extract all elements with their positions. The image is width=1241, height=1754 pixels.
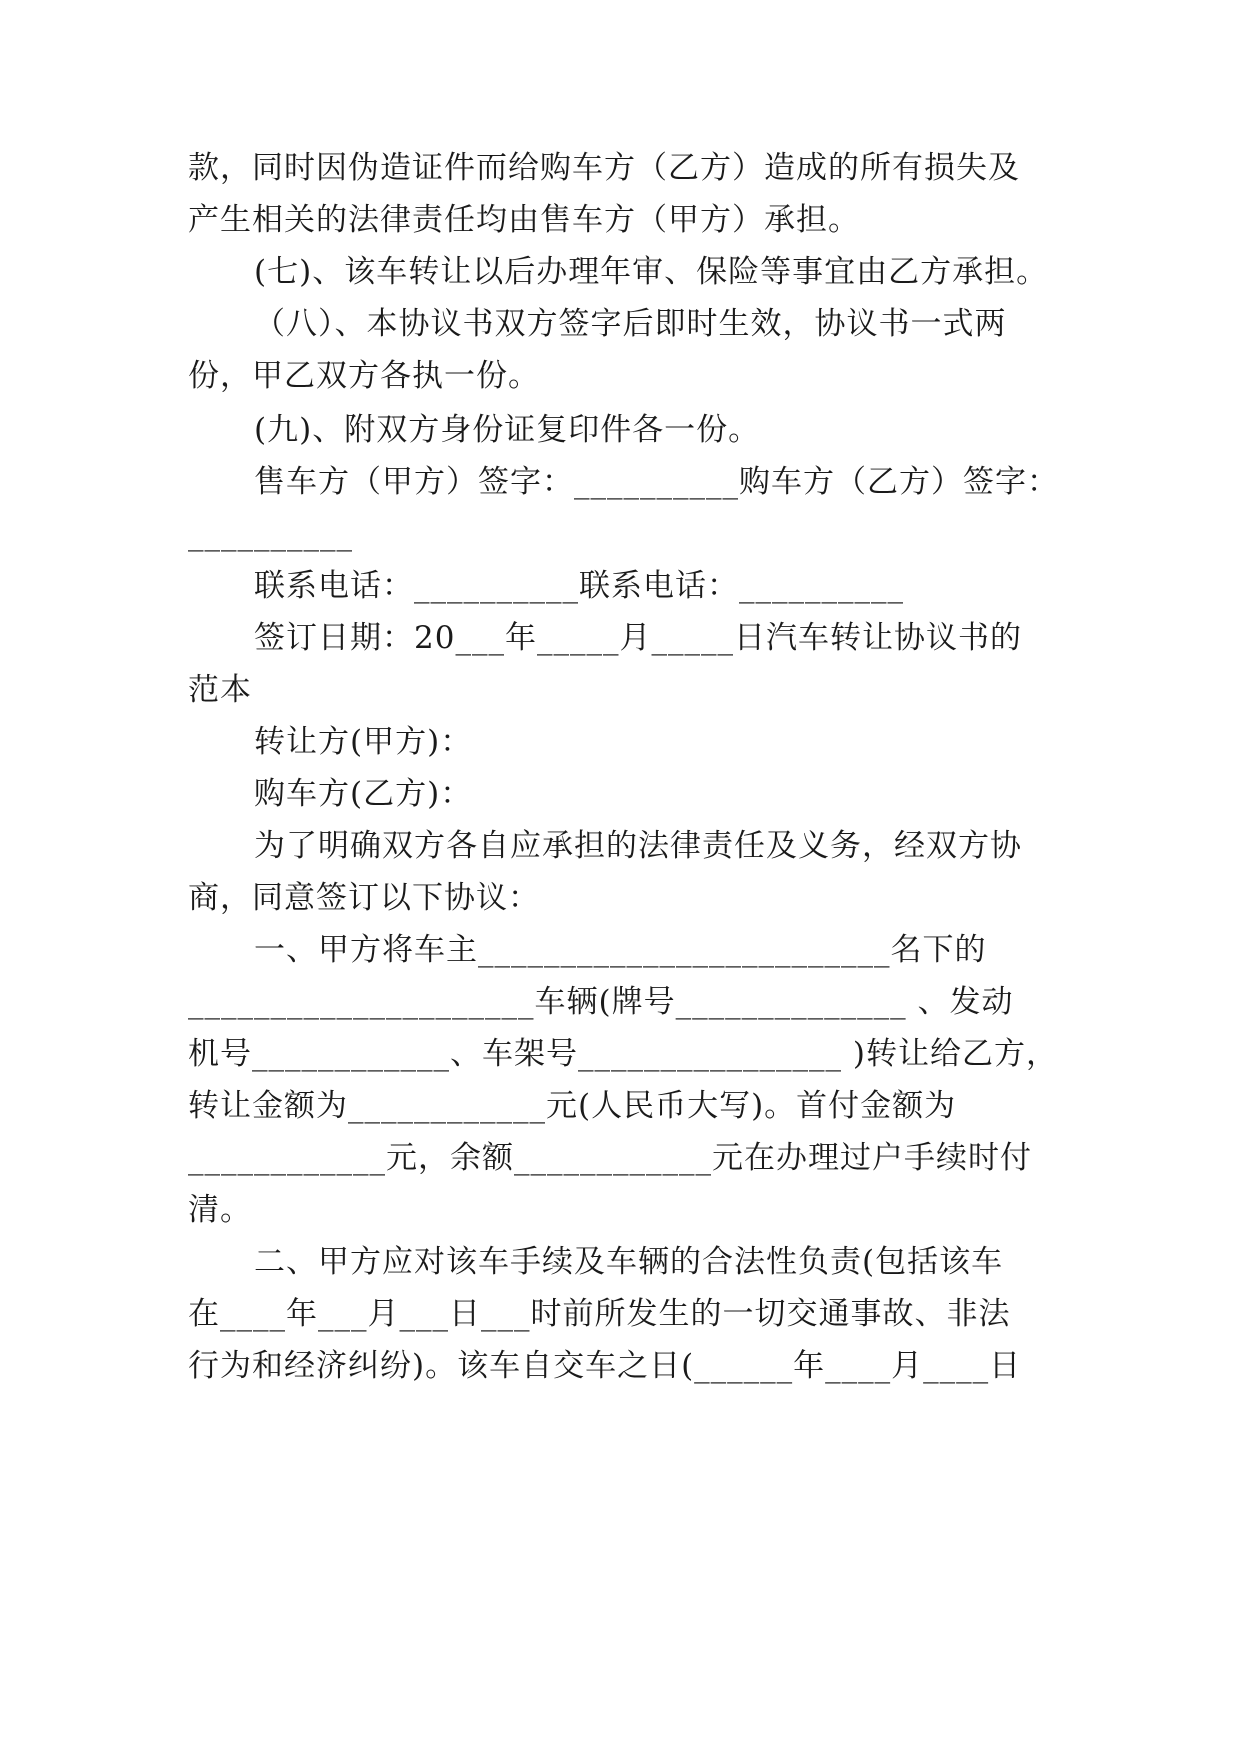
clause-one-line: ____________元，余额____________元在办理过户手续时付 — [188, 1140, 1032, 1176]
text-line: （八）、本协议书双方签字后即时生效，协议书一式两 — [254, 306, 1007, 342]
phone-line: 联系电话：__________联系电话：__________ — [254, 568, 904, 604]
clause-two-line: 二、甲方应对该车手续及车辆的合法性负责(包括该车 — [254, 1244, 1004, 1280]
transferor-line: 转让方(甲方)： — [254, 724, 473, 760]
text-line: 款，同时因伪造证件而给购车方（乙方）造成的所有损失及 — [188, 150, 1020, 186]
clause-one-line: 一、甲方将车主_________________________名下的 — [254, 932, 987, 968]
text-line: (七)、该车转让以后办理年审、保险等事宜由乙方承担。 — [254, 254, 1049, 290]
clause-one-line: 转让金额为____________元(人民币大写)。首付金额为 — [188, 1088, 957, 1124]
text-line: (九)、附双方身份证复印件各一份。 — [254, 412, 761, 448]
text-line: 商，同意签订以下协议： — [188, 880, 540, 916]
text-line: 为了明确双方各自应承担的法律责任及义务，经双方协 — [254, 828, 1022, 864]
clause-two-line: 行为和经济纠纷)。该车自交车之日(______年____月____日 — [188, 1348, 1022, 1384]
date-line: 签订日期：20___年_____月_____日汽车转让协议书的 — [254, 620, 1022, 656]
clause-two-line: 在____年___月___日___时前所发生的一切交通事故、非法 — [188, 1296, 1011, 1332]
buyer-line: 购车方(乙方)： — [254, 776, 473, 812]
clause-one-line: 清。 — [188, 1192, 252, 1228]
clause-one-line: 机号____________、车架号________________ )转让给乙方， — [188, 1036, 1058, 1072]
signature-blank: __________ — [188, 516, 353, 552]
text-line: 产生相关的法律责任均由售车方（甲方）承担。 — [188, 202, 860, 238]
text-line: 范本 — [188, 672, 252, 708]
signature-line: 售车方（甲方）签字：__________购车方（乙方）签字： — [254, 464, 1059, 500]
clause-one-line: _____________________车辆(牌号______________ 、发动 — [188, 984, 1014, 1020]
text-line: 份，甲乙双方各执一份。 — [188, 358, 540, 394]
